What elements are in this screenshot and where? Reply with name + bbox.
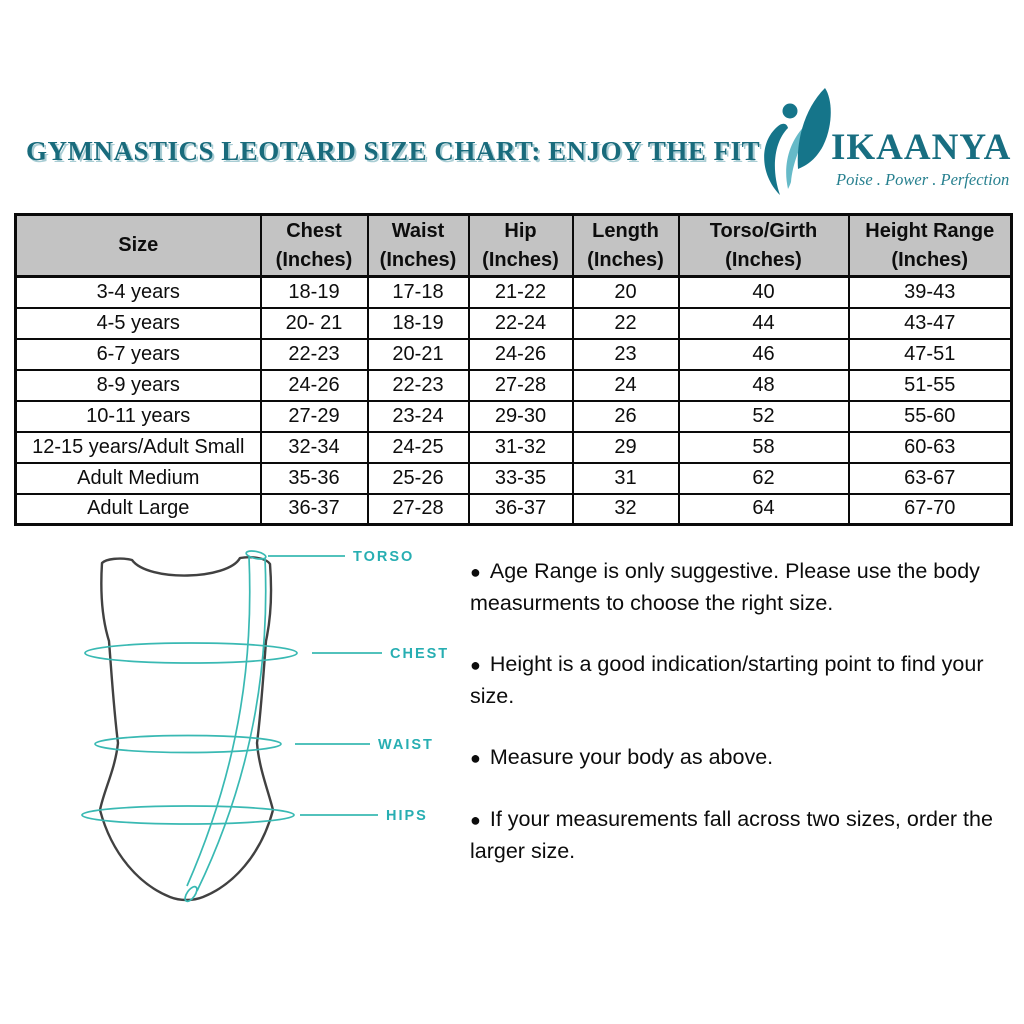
height-range-cell: 60-63 bbox=[849, 432, 1012, 463]
table-row bbox=[16, 339, 1012, 370]
chest-cell: 24-26 bbox=[261, 370, 368, 401]
table-header-row bbox=[16, 215, 1012, 277]
size-chart-table bbox=[14, 213, 1013, 526]
waist-cell: 27-28 bbox=[368, 494, 469, 525]
col-header-unit: (Inches) bbox=[275, 248, 353, 271]
chest-cell: 36-37 bbox=[261, 494, 368, 525]
size-cell: 6-7 years bbox=[16, 339, 261, 370]
height-range-cell: 67-70 bbox=[849, 494, 1012, 525]
torso-girth-cell: 46 bbox=[679, 339, 849, 370]
waist-cell: 23-24 bbox=[368, 401, 469, 432]
chest-cell: 27-29 bbox=[261, 401, 368, 432]
torso-girth-cell: 40 bbox=[679, 277, 849, 308]
height-range-cell: 47-51 bbox=[849, 339, 1012, 370]
waist-cell: 25-26 bbox=[368, 463, 469, 494]
ikaanya-figure-icon bbox=[753, 84, 838, 199]
height-range-cell: 63-67 bbox=[849, 463, 1012, 494]
torso-loop-bottom bbox=[183, 885, 199, 904]
torso-girth-cell: 58 bbox=[679, 432, 849, 463]
torso-girth-cell: 48 bbox=[679, 370, 849, 401]
length-cell: 23 bbox=[573, 339, 679, 370]
size-cell: Adult Medium bbox=[16, 463, 261, 494]
chest-label: CHEST bbox=[390, 646, 450, 662]
note-text: If your measurements fall across two sizes, order the larger size. bbox=[470, 807, 993, 863]
height-range-cell: 43-47 bbox=[849, 308, 1012, 339]
table-row bbox=[16, 401, 1012, 432]
size-cell: 4-5 years bbox=[16, 308, 261, 339]
table-row bbox=[16, 308, 1012, 339]
height-range-cell: 51-55 bbox=[849, 370, 1012, 401]
note-text: Height is a good indication/starting point to find your size. bbox=[470, 652, 984, 708]
note-text: Age Range is only suggestive. Please use the body measurments to choose the right size. bbox=[470, 559, 980, 615]
table-row bbox=[16, 463, 1012, 494]
hip-cell: 21-22 bbox=[469, 277, 573, 308]
col-header-label: Hip bbox=[504, 219, 537, 242]
col-header-hip bbox=[469, 215, 573, 277]
torso-girth-cell: 64 bbox=[679, 494, 849, 525]
col-header-unit: (Inches) bbox=[891, 248, 969, 271]
size-cell: 12-15 years/Adult Small bbox=[16, 432, 261, 463]
hip-cell: 31-32 bbox=[469, 432, 573, 463]
hip-cell: 29-30 bbox=[469, 401, 573, 432]
length-cell: 32 bbox=[573, 494, 679, 525]
col-header-unit: (Inches) bbox=[587, 248, 664, 271]
length-cell: 26 bbox=[573, 401, 679, 432]
sizing-notes bbox=[470, 556, 1010, 897]
note-age-range bbox=[470, 556, 1010, 619]
waist-cell: 18-19 bbox=[368, 308, 469, 339]
torso-girth-cell: 62 bbox=[679, 463, 849, 494]
note-measure-body bbox=[470, 742, 1010, 774]
col-header-unit: (Inches) bbox=[379, 248, 457, 271]
col-header-chest bbox=[261, 215, 368, 277]
waist-cell: 17-18 bbox=[368, 277, 469, 308]
hips-ellipse bbox=[82, 806, 294, 824]
leotard-measurement-diagram bbox=[60, 540, 460, 930]
hip-cell: 22-24 bbox=[469, 308, 573, 339]
table-row bbox=[16, 370, 1012, 401]
hip-cell: 27-28 bbox=[469, 370, 573, 401]
leotard-outline bbox=[100, 557, 273, 900]
hip-cell: 33-35 bbox=[469, 463, 573, 494]
length-cell: 31 bbox=[573, 463, 679, 494]
torso-measure-line bbox=[197, 558, 266, 891]
hip-cell: 24-26 bbox=[469, 339, 573, 370]
col-header-label: Chest bbox=[286, 219, 342, 242]
table-row bbox=[16, 432, 1012, 463]
col-header-waist bbox=[368, 215, 469, 277]
note-text: Measure your body as above. bbox=[489, 745, 774, 769]
waist-label: WAIST bbox=[378, 737, 434, 753]
chest-cell: 20- 21 bbox=[261, 308, 368, 339]
col-header-label: Waist bbox=[391, 219, 445, 242]
height-range-cell: 55-60 bbox=[849, 401, 1012, 432]
chest-cell: 32-34 bbox=[261, 432, 368, 463]
hips-label: HIPS bbox=[386, 808, 428, 824]
size-cell: 3-4 years bbox=[16, 277, 261, 308]
note-two-sizes bbox=[470, 804, 1010, 867]
col-header-unit: (Inches) bbox=[482, 248, 559, 271]
col-header-unit: (Inches) bbox=[725, 248, 802, 271]
col-header-length bbox=[573, 215, 679, 277]
col-header-label: Size bbox=[118, 234, 159, 256]
length-cell: 20 bbox=[573, 277, 679, 308]
col-header-label: Height Range bbox=[865, 219, 995, 242]
page-title: GYMNASTICS LEOTARD SIZE CHART: ENJOY THE FIT bbox=[26, 136, 761, 166]
chest-cell: 18-19 bbox=[261, 277, 368, 308]
torso-measure-line bbox=[187, 557, 250, 886]
waist-ellipse bbox=[95, 736, 281, 753]
size-cell: 8-9 years bbox=[16, 370, 261, 401]
waist-cell: 24-25 bbox=[368, 432, 469, 463]
torso-label: TORSO bbox=[353, 549, 415, 565]
torso-girth-cell: 44 bbox=[679, 308, 849, 339]
ikaanya-logo bbox=[753, 84, 1013, 202]
logo-brand-text: IKAANYA bbox=[831, 127, 1012, 168]
chest-cell: 35-36 bbox=[261, 463, 368, 494]
length-cell: 29 bbox=[573, 432, 679, 463]
col-header-label: Torso/Girth bbox=[709, 219, 818, 242]
col-header-size bbox=[16, 215, 261, 277]
bullet-icon: ● bbox=[470, 748, 481, 768]
table-row bbox=[16, 494, 1012, 525]
bullet-icon: ● bbox=[470, 562, 481, 582]
table-row bbox=[16, 277, 1012, 308]
hip-cell: 36-37 bbox=[469, 494, 573, 525]
length-cell: 22 bbox=[573, 308, 679, 339]
chest-cell: 22-23 bbox=[261, 339, 368, 370]
waist-cell: 22-23 bbox=[368, 370, 469, 401]
waist-cell: 20-21 bbox=[368, 339, 469, 370]
col-header-height-range bbox=[849, 215, 1012, 277]
note-height-indication bbox=[470, 649, 1010, 712]
bullet-icon: ● bbox=[470, 810, 481, 830]
length-cell: 24 bbox=[573, 370, 679, 401]
col-header-torso-girth bbox=[679, 215, 849, 277]
size-cell: 10-11 years bbox=[16, 401, 261, 432]
logo-tagline: Poise . Power . Perfection bbox=[836, 170, 1010, 189]
col-header-label: Length bbox=[592, 219, 659, 242]
bullet-icon: ● bbox=[470, 655, 481, 675]
height-range-cell: 39-43 bbox=[849, 277, 1012, 308]
size-cell: Adult Large bbox=[16, 494, 261, 525]
torso-girth-cell: 52 bbox=[679, 401, 849, 432]
